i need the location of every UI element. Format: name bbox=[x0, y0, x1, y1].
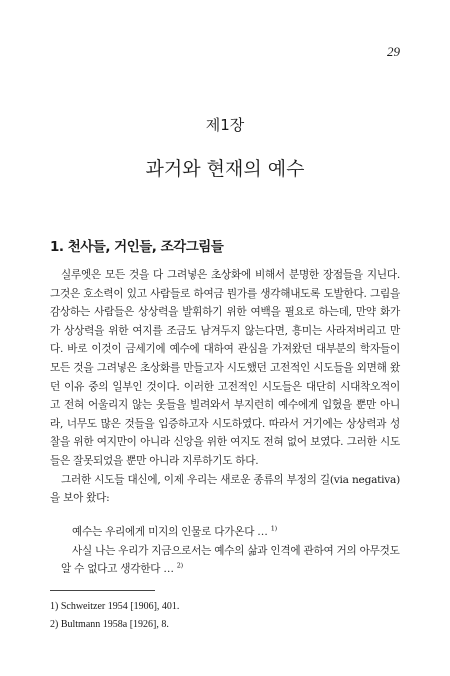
section-heading: 1. 천사들, 거인들, 조각그림들 bbox=[50, 239, 224, 255]
footnote: 1) Schweitzer 1954 [1906], 401. bbox=[50, 601, 180, 612]
footnote-marker: 2) bbox=[176, 561, 183, 570]
paragraph: 그러한 시도들 대신에, 이제 우리는 새로운 종류의 부정의 길(via negativa)을 보아 왔다: bbox=[50, 473, 400, 505]
body-text bbox=[50, 266, 400, 508]
footnote-marker: 1) bbox=[270, 524, 277, 533]
block-quote bbox=[61, 542, 400, 579]
quote-text: 사실 나는 우리가 지금으로서는 예수의 삶과 인격에 관하여 거의 아무것도 알 수 없다고 생각한다 … bbox=[61, 544, 400, 576]
chapter-title: 과거와 현재의 예수 bbox=[145, 158, 305, 180]
chapter-label: 제1장 bbox=[205, 116, 245, 134]
quote-text: 예수는 우리에게 미지의 인물로 다가온다 … bbox=[72, 526, 268, 538]
footnote: 2) Bultmann 1958a [1926], 8. bbox=[50, 619, 169, 630]
footnotes bbox=[50, 598, 179, 634]
block-quotes bbox=[50, 523, 400, 579]
page-number: 29 bbox=[387, 44, 400, 59]
block-quote bbox=[72, 523, 400, 542]
paragraph: 실루엣은 모든 것을 다 그려넣은 초상화에 비해서 분명한 장점들을 지닌다. 그것은 호소력이 있고 사람들로 하여금 뭔가를 생각해내도록 도발한다. 그림을 감상하는 사람들은 상상력을 발휘하기 위한 여백을 필요로 하는데, 만약 화가가 상상력을 위한 여지를 조금도 남겨두지 않는다면, 흥미는 사라져버리고 만다. 바로 이것이 금세기에 예수에 대하여 관심을 가져왔던 대부분의 학자들이 모든 것을 그려넣은 초상화를 만들고자 시도했던 고전적인 시도들을 외면해 왔던 이유 중의 일부인 것이다. 이러한 고전적인 시도들은 대단히 시대착오적이고 전혀 어울리지 않는 옷들을 빌려와서 부지런히 예수에게 입혔을 뿐만 아니라, 너무도 많은 것들을 입증하고자 시도하였다. 따라서 거기에는 상상력과 성찰을 위한 여지만이 아니라 신앙을 위한 여지도 전혀 없어 보였다. 그러한 시도들은 잘못되었을 뿐만 아니라 지루하기도 하다. bbox=[50, 269, 400, 467]
footnote-divider bbox=[50, 590, 155, 591]
